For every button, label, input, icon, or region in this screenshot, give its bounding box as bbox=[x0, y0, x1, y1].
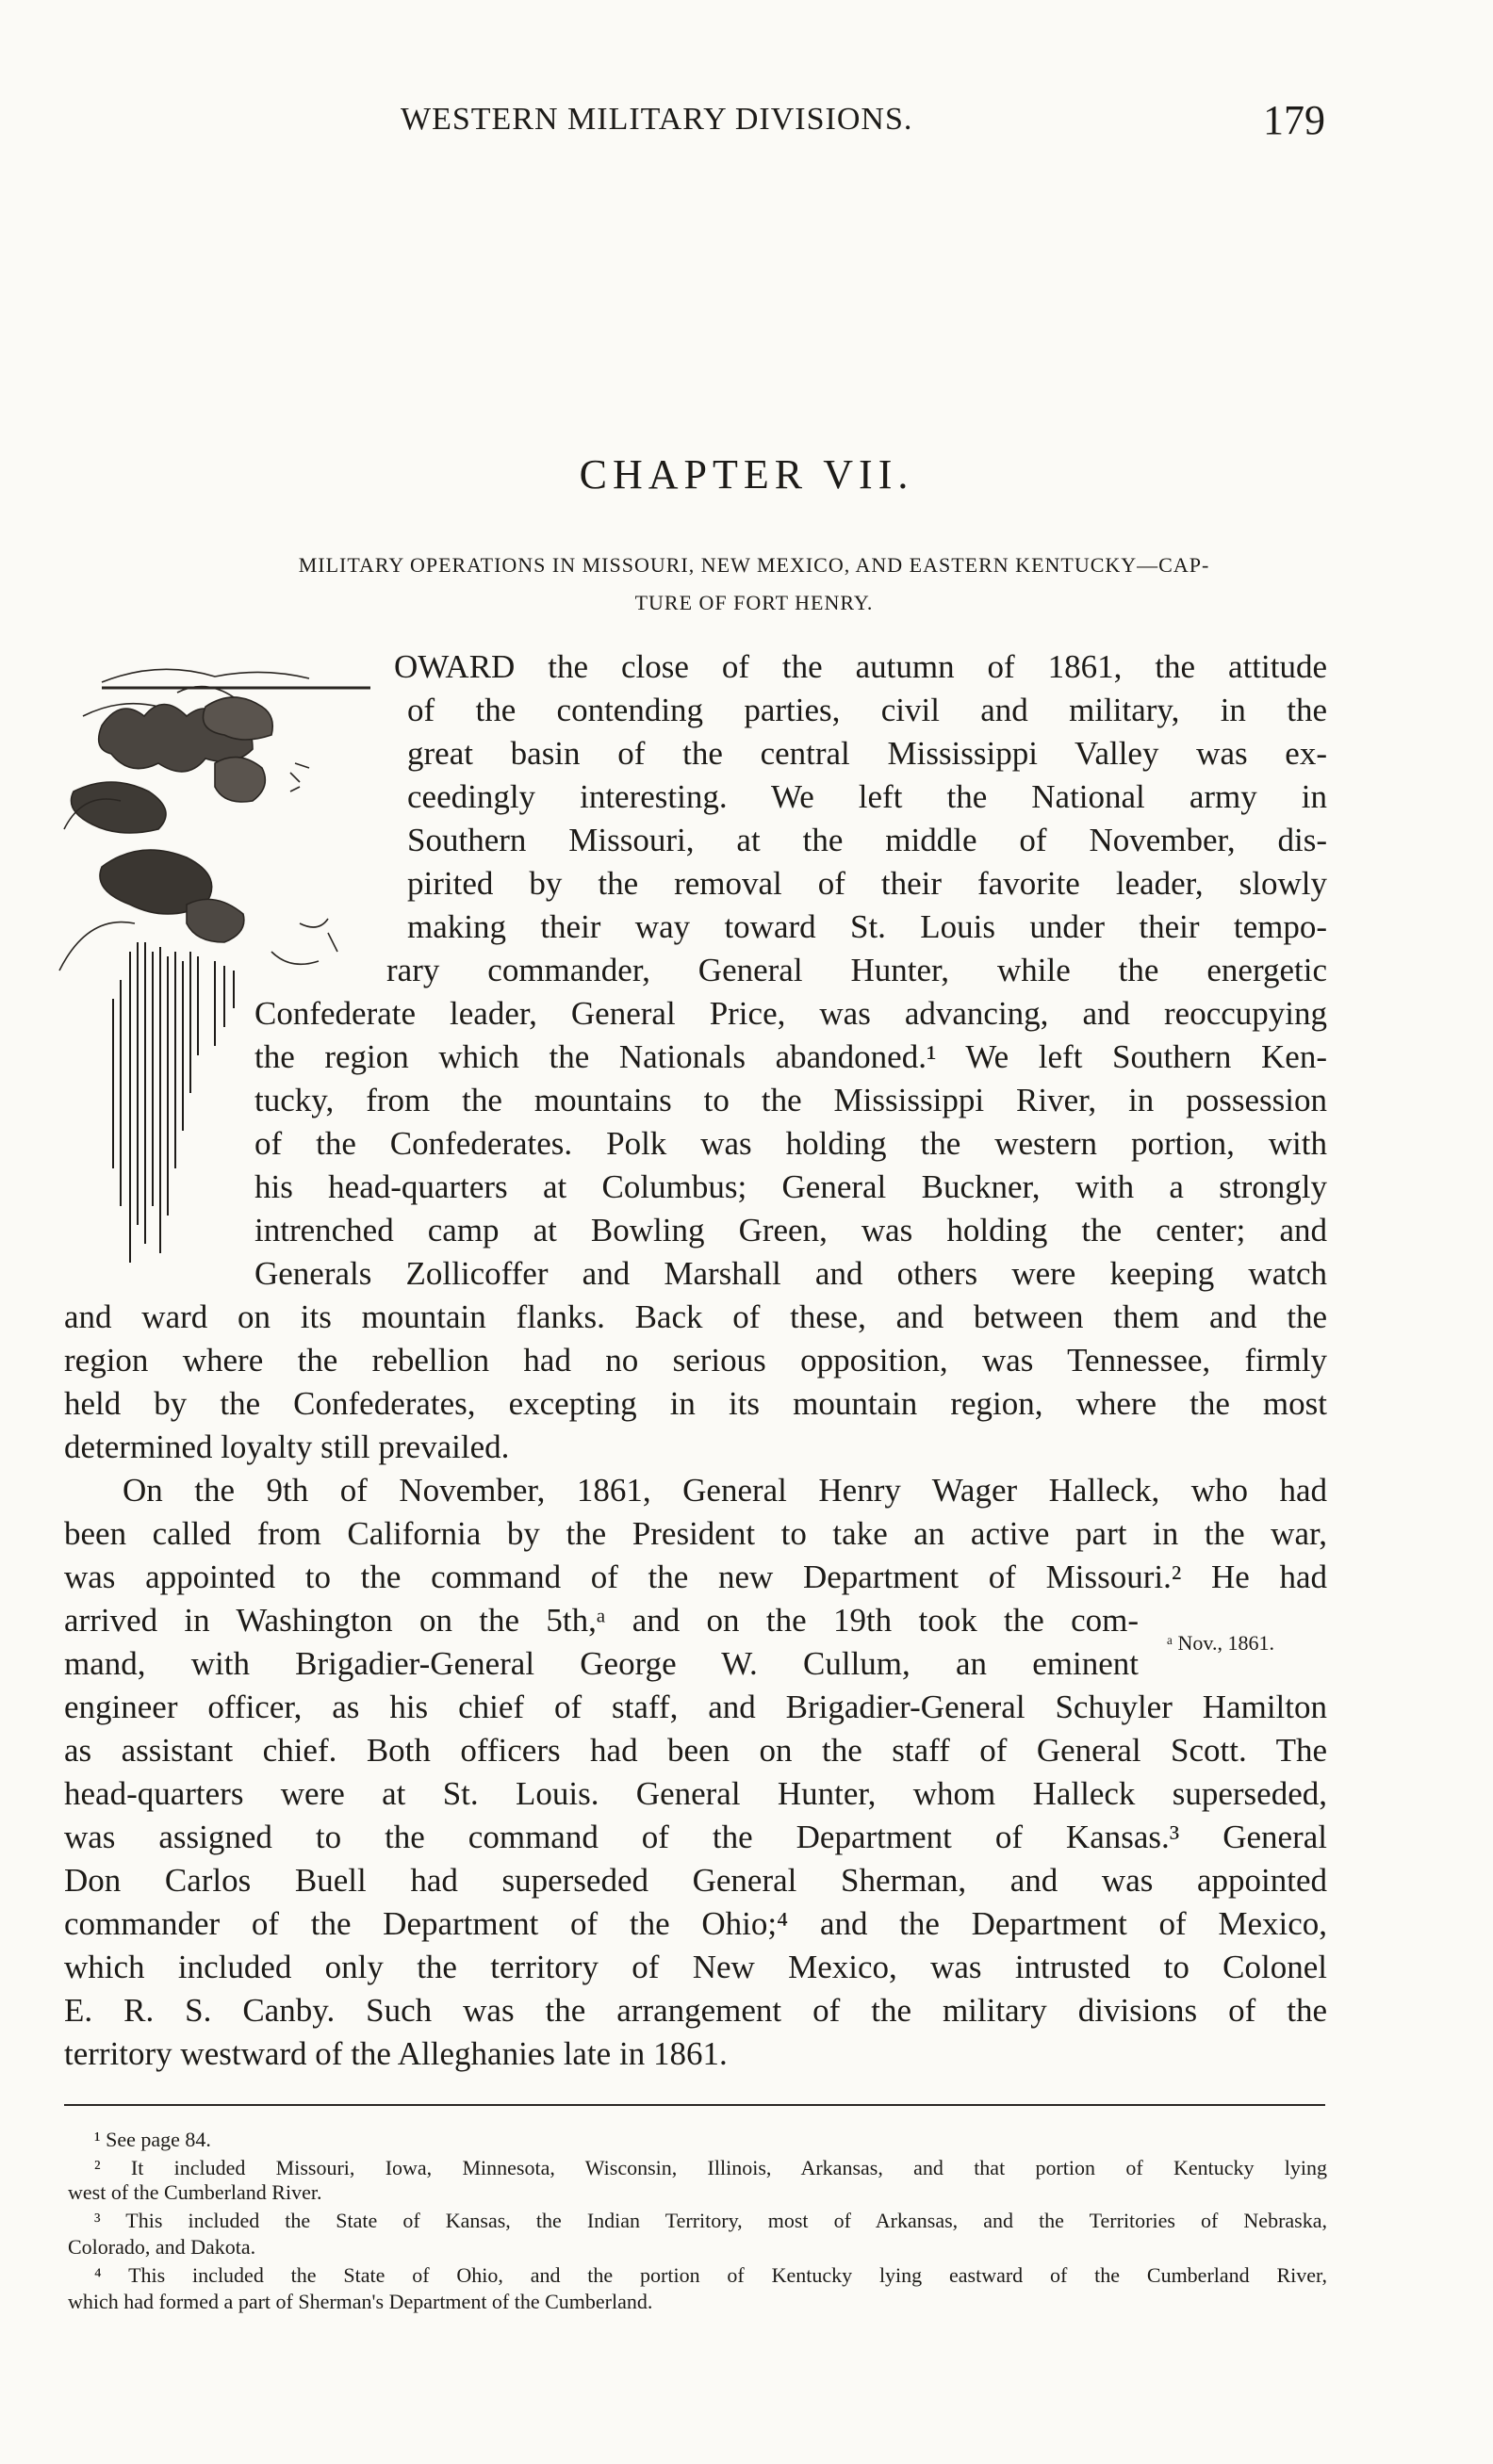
text-line: Generals Zollicoffer and Marshall and others were keeping watch bbox=[254, 1255, 1327, 1292]
text-line: making their way toward St. Louis under their tempo- bbox=[407, 908, 1327, 945]
text-line: tucky, from the mountains to the Mississippi River, in possession bbox=[254, 1082, 1327, 1118]
footnote-divider bbox=[64, 2104, 1325, 2106]
text-line: rary commander, General Hunter, while the energetic bbox=[386, 952, 1327, 988]
text-line: determined loyalty still prevailed. bbox=[64, 1428, 510, 1465]
text-line: intrenched camp at Bowling Green, was holding the center; and bbox=[254, 1212, 1327, 1248]
text-line: territory westward of the Alleghanies late in 1861. bbox=[64, 2035, 728, 2072]
text-line: great basin of the central Mississippi Valley was ex- bbox=[407, 735, 1327, 772]
text-line: On the 9th of November, 1861, General Henry Wager Halleck, who had bbox=[123, 1472, 1327, 1509]
text-line: as assistant chief. Both officers had been on the staff of General Scott. The bbox=[64, 1732, 1327, 1769]
text-line: OWARD the close of the autumn of 1861, the attitude bbox=[394, 648, 1327, 685]
running-head bbox=[0, 97, 1493, 149]
chapter-subtitle-line: TURE OF FORT HENRY. bbox=[634, 591, 874, 614]
text-line: was appointed to the command of the new Department of Missouri.² He had bbox=[64, 1558, 1327, 1595]
text-line: been called from California by the President to take an active part in the war, bbox=[64, 1515, 1327, 1552]
chapter-subtitle-line: MILITARY OPERATIONS IN MISSOURI, NEW MEXICO, AND EASTERN KENTUCKY—CAP- bbox=[298, 553, 1210, 577]
text-line: E. R. S. Canby. Such was the arrangement of the military divisions of the bbox=[64, 1992, 1327, 2029]
text-line: of the contending parties, civil and military, in the bbox=[407, 692, 1327, 728]
text-line: ceedingly interesting. We left the National army in bbox=[407, 778, 1327, 815]
text-line: engineer officer, as his chief of staff, and Brigadier-General Schuyler Hamilton bbox=[64, 1689, 1327, 1725]
text-line: the region which the Nationals abandoned.¹ We left Southern Ken- bbox=[254, 1038, 1327, 1075]
footnote-line: which had formed a part of Sherman's Department of the Cumberland. bbox=[68, 2290, 653, 2313]
chapter-subtitle bbox=[283, 547, 1225, 622]
chapter-title: CHAPTER VII. bbox=[579, 451, 914, 498]
text-line: Southern Missouri, at the middle of November, dis- bbox=[407, 822, 1327, 858]
text-line: arrived in Washington on the 5th,ᵃ and on the 19th took the com- bbox=[64, 1602, 1139, 1639]
text-line: head-quarters were at St. Louis. General Hunter, whom Halleck superseded, bbox=[64, 1775, 1327, 1812]
text-line: Don Carlos Buell had superseded General Sherman, and was appointed bbox=[64, 1862, 1327, 1899]
text-line: which included only the territory of New Mexico, was intrusted to Colonel bbox=[64, 1949, 1327, 1985]
footnote-line: Colorado, and Dakota. bbox=[68, 2235, 256, 2259]
footnote-line: ⁴ This included the State of Ohio, and the portion of Kentucky lying eastward of the Cumberland River, bbox=[94, 2263, 1327, 2287]
running-title: WESTERN MILITARY DIVISIONS. bbox=[401, 102, 913, 137]
footnote-line: ³ This included the State of Kansas, the Indian Territory, most of Arkansas, and the Territories of Nebraska, bbox=[94, 2209, 1327, 2232]
margin-date-note: ᵃ Nov., 1861. bbox=[1167, 1631, 1274, 1655]
text-line: his head-quarters at Columbus; General Buckner, with a strongly bbox=[254, 1168, 1327, 1205]
text-line: region where the rebellion had no serious opposition, was Tennessee, firmly bbox=[64, 1342, 1327, 1379]
text-line: of the Confederates. Polk was holding the western portion, with bbox=[254, 1125, 1327, 1162]
text-line: pirited by the removal of their favorite leader, slowly bbox=[407, 865, 1327, 902]
page-number: 179 bbox=[1263, 97, 1325, 143]
text-line: mand, with Brigadier-General George W. Cullum, an eminent bbox=[64, 1645, 1139, 1682]
text-line: was assigned to the command of the Department of Kansas.³ General bbox=[64, 1819, 1327, 1855]
footnote-line: west of the Cumberland River. bbox=[68, 2180, 322, 2204]
text-line: held by the Confederates, excepting in its mountain region, where the most bbox=[64, 1385, 1327, 1422]
text-line: Confederate leader, General Price, was advancing, and reoccupying bbox=[254, 995, 1327, 1032]
footnote-line: ¹ See page 84. bbox=[94, 2128, 211, 2151]
text-line: and ward on its mountain flanks. Back of these, and between them and the bbox=[64, 1298, 1327, 1335]
footnote-line: ² It included Missouri, Iowa, Minnesota, Wisconsin, Illinois, Arkansas, and that portion of Kentucky lying bbox=[94, 2156, 1327, 2179]
text-line: commander of the Department of the Ohio;⁴ and the Department of Mexico, bbox=[64, 1905, 1327, 1942]
